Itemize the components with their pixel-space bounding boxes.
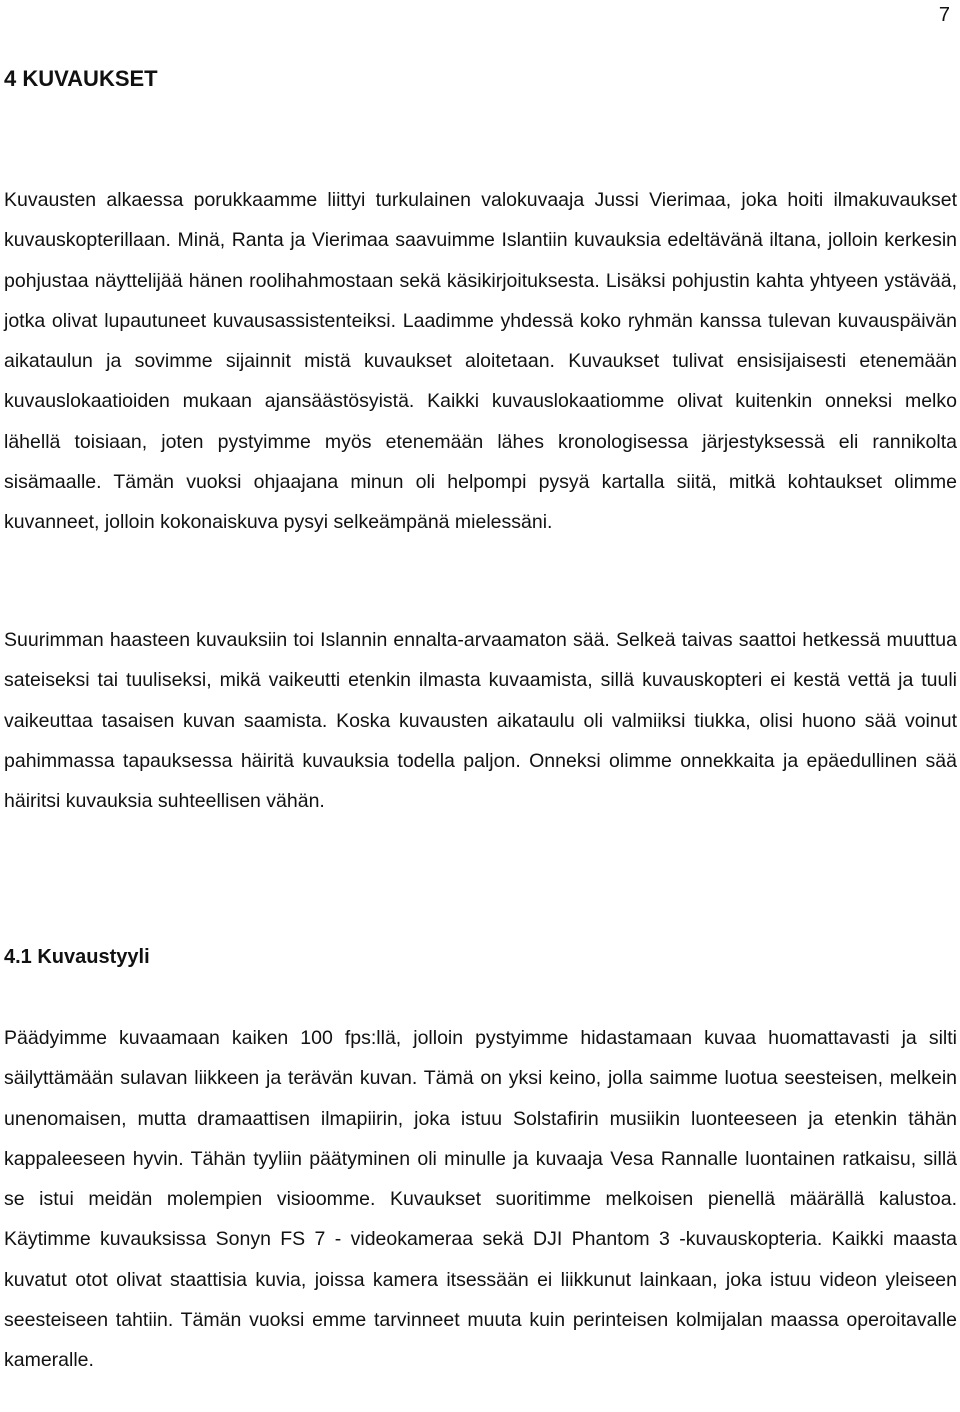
chapter-heading: 4 KUVAUKSET xyxy=(4,66,158,91)
body-paragraph: Kuvausten alkaessa porukkaamme liittyi turkulainen valokuvaaja Jussi Vierimaa, joka hoiti ilmakuvaukset kuvauskopterillaan. Minä, Ranta ja Vierimaa saavuimme Islantiin kuvauksia edeltävänä iltana, jolloin kerkesin pohjustaa näyttelijää hänen roolihahmostaan sekä käsikirjoituksesta. Lisäksi pohjustin kahta yhtyeen ystävää, jotka olivat lupautuneet kuvausassistenteiksi. Laadimme yhdessä koko ryhmän kanssa tulevan kuvauspäivän aikataulun ja sovimme sijainnit mistä kuvaukset aloitetaan. Kuvaukset tulivat ensisijaisesti etenemään kuvauslokaatioiden mukaan ajansäästösyistä. Kaikki kuvauslokaatiomme olivat kuitenkin onneksi melko lähellä toisiaan, joten pystyimme myös etenemään lähes kronologisessa järjestyksessä eli rannikolta sisämaalle. Tämän vuoksi ohjaajana minun oli helpompi pysyä kartalla siitä, mitkä kohtaukset olimme kuvanneet, jolloin kokonaiskuva pysyi selkeämpänä mielessäni. xyxy=(4,189,957,534)
body-paragraph: Päädyimme kuvaamaan kaiken 100 fps:llä, jolloin pystyimme hidastamaan kuvaa huomattavasti ja silti säilyttämään sulavan liikkeen ja terävän kuvan. Tämä on yksi keino, jolla saimme luotua seesteisen, melkein unenomaisen, mutta dramaattisen ilmapiirin, joka istuu Solstafirin musiikin luonteeseen ja etenkin tähän kappaleeseen hyvin. Tähän tyyliin päätyminen oli minulle ja kuvaaja Vesa Rannalle luontainen ratkaisu, sillä se istui meidän molempien visioomme. Kuvaukset suoritimme melkoisen pienellä määrällä kalustoa. Käytimme kuvauksissa Sonyn FS 7 - videokameraa sekä DJI Phantom 3 -kuvauskopteria. Kaikki maasta kuvatut otot olivat staattisia kuvia, joissa kamera itsessään ei liikkunut lainkaan, joka istuu videon yleiseen seesteiseen tahtiin. Tämän vuoksi emme tarvinneet muuta kuin perinteisen kolmijalan maassa operoitavalle kameralle. xyxy=(4,1027,957,1372)
body-paragraph: Suurimman haasteen kuvauksiin toi Islannin ennalta-arvaamaton sää. Selkeä taivas saattoi hetkessä muuttua sateiseksi tai tuuliseksi, mikä vaikeutti etenkin ilmasta kuvaamista, sillä kuvauskopteri ei kestä vettä ja tuuli vaikeuttaa tasaisen kuvan saamista. Koska kuvausten aikataulu oli valmiiksi tiukka, olisi huono sää voinut pahimmassa tapauksessa häiritä kuvauksia todella paljon. Onneksi olimme onnekkaita ja epäedullinen sää häiritsi kuvauksia suhteellisen vähän. xyxy=(4,629,957,813)
page-number: 7 xyxy=(938,4,950,26)
section-heading: 4.1 Kuvaustyyli xyxy=(4,946,150,968)
